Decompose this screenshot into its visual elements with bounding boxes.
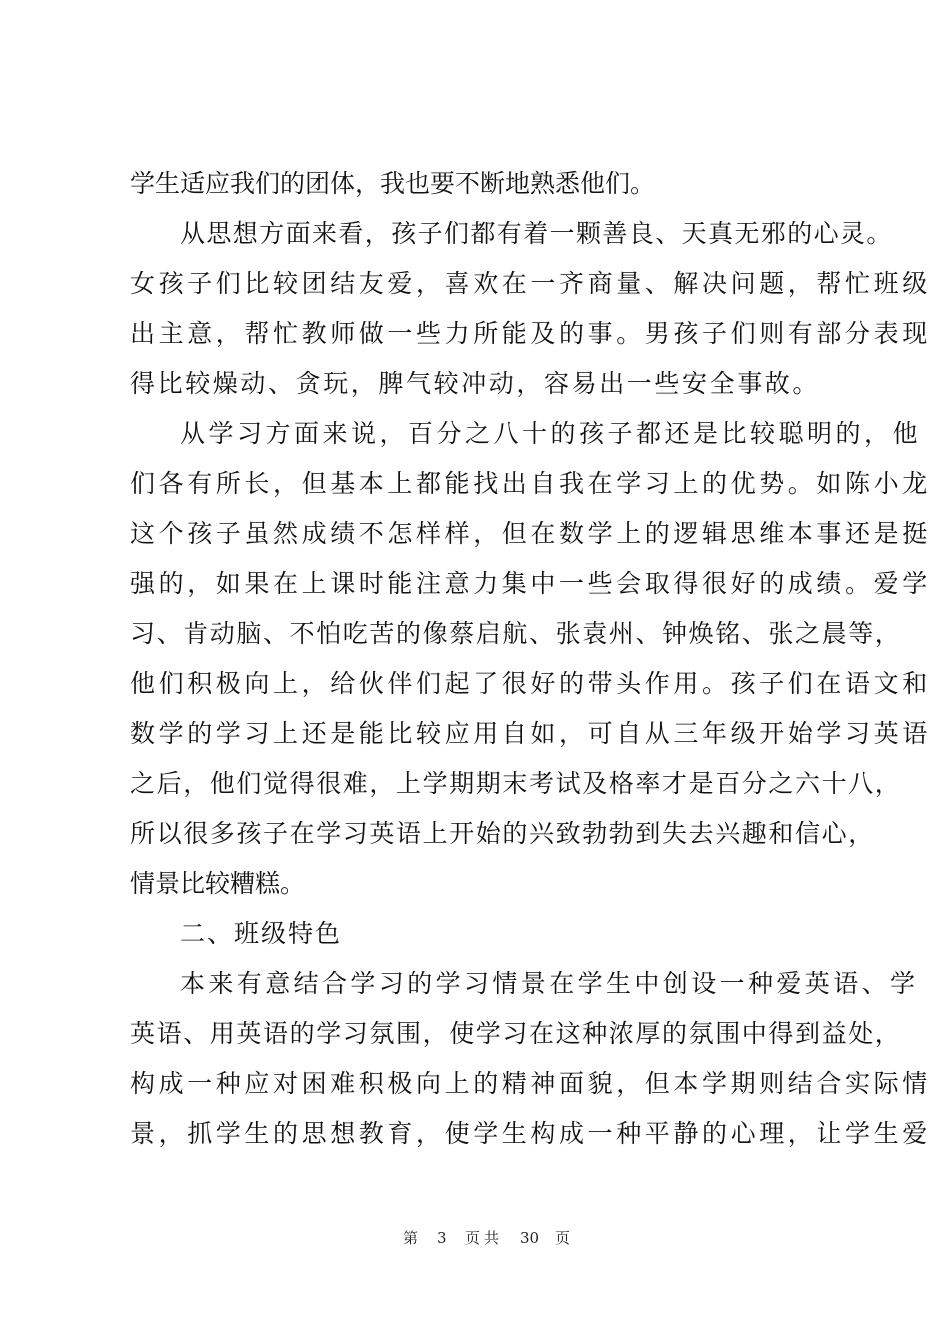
text-line xyxy=(0,1064,950,1104)
line-text: 之后，他们觉得很难，上学期期末考试及格率才是百分之六十八， xyxy=(130,769,902,798)
text-line xyxy=(0,964,950,1004)
line-text: 强的，如果在上课时能注意力集中一些会取得很好的成绩。爱学 xyxy=(130,569,931,598)
text-line xyxy=(0,1114,950,1154)
text-line xyxy=(0,864,950,904)
text-line xyxy=(0,1014,950,1054)
text-line xyxy=(0,164,950,204)
text-line xyxy=(0,814,950,854)
text-line xyxy=(0,214,950,254)
line-text: 景，抓学生的思想教育，使学生构成一种平静的心理，让学生爱 xyxy=(130,1119,931,1148)
line-text: 们各有所长，但基本上都能找出自我在学习上的优势。如陈小龙 xyxy=(130,469,931,498)
line-text: 出主意，帮忙教师做一些力所能及的事。男孩子们则有部分表现 xyxy=(130,319,931,348)
line-text: 二、班级特色 xyxy=(180,919,343,948)
text-line xyxy=(0,564,950,604)
line-text: 英语、用英语的学习氛围，使学习在这种浓厚的氛围中得到益处， xyxy=(130,1019,902,1048)
line-text: 从思想方面来看，孩子们都有着一颗善良、天真无邪的心灵。 xyxy=(180,219,893,248)
text-line xyxy=(0,264,950,304)
line-text: 这个孩子虽然成绩不怎样样，但在数学上的逻辑思维本事还是挺 xyxy=(130,519,931,548)
line-text: 他们积极向上，给伙伴们起了很好的带头作用。孩子们在语文和 xyxy=(130,669,931,698)
footer-label-di: 第 xyxy=(403,1229,419,1247)
line-text: 情景比较糟糕。 xyxy=(130,869,306,898)
line-text: 学生适应我们的团体，我也要不断地熟悉他们。 xyxy=(130,169,656,198)
footer-page-number: 3 xyxy=(437,1229,447,1247)
line-text: 女孩子们比较团结友爱，喜欢在一齐商量、解决问题，帮忙班级 xyxy=(130,269,931,298)
page-footer xyxy=(0,1226,950,1250)
line-text: 构成一种应对困难积极向上的精神面貌，但本学期则结合实际情 xyxy=(130,1069,931,1098)
footer-total-pages: 30 xyxy=(520,1229,540,1247)
footer-label-ye: 页 xyxy=(555,1229,571,1247)
footer-label-ye-gong: 页共 xyxy=(465,1229,504,1247)
text-line xyxy=(0,764,950,804)
text-line xyxy=(0,614,950,654)
text-line xyxy=(0,714,950,754)
line-text: 所以很多孩子在学习英语上开始的兴致勃勃到失去兴趣和信心， xyxy=(130,819,875,848)
text-line xyxy=(0,514,950,554)
line-text: 习、肯动脑、不怕吃苦的像蔡启航、张袁州、钟焕铭、张之晨等， xyxy=(130,619,902,648)
text-line xyxy=(0,314,950,354)
text-line xyxy=(0,664,950,704)
text-line xyxy=(0,464,950,504)
line-text: 数学的学习上还是能比较应用自如，可自从三年级开始学习英语 xyxy=(130,719,931,748)
line-text: 本来有意结合学习的学习情景在学生中创设一种爱英语、学 xyxy=(180,969,919,998)
line-text: 从学习方面来说，百分之八十的孩子都还是比较聪明的，他 xyxy=(180,419,922,448)
text-line xyxy=(0,364,950,404)
line-text: 得比较燥动、贪玩，脾气较冲动，容易出一些安全事故。 xyxy=(130,369,821,398)
text-line xyxy=(0,414,950,454)
section-heading xyxy=(0,914,950,954)
